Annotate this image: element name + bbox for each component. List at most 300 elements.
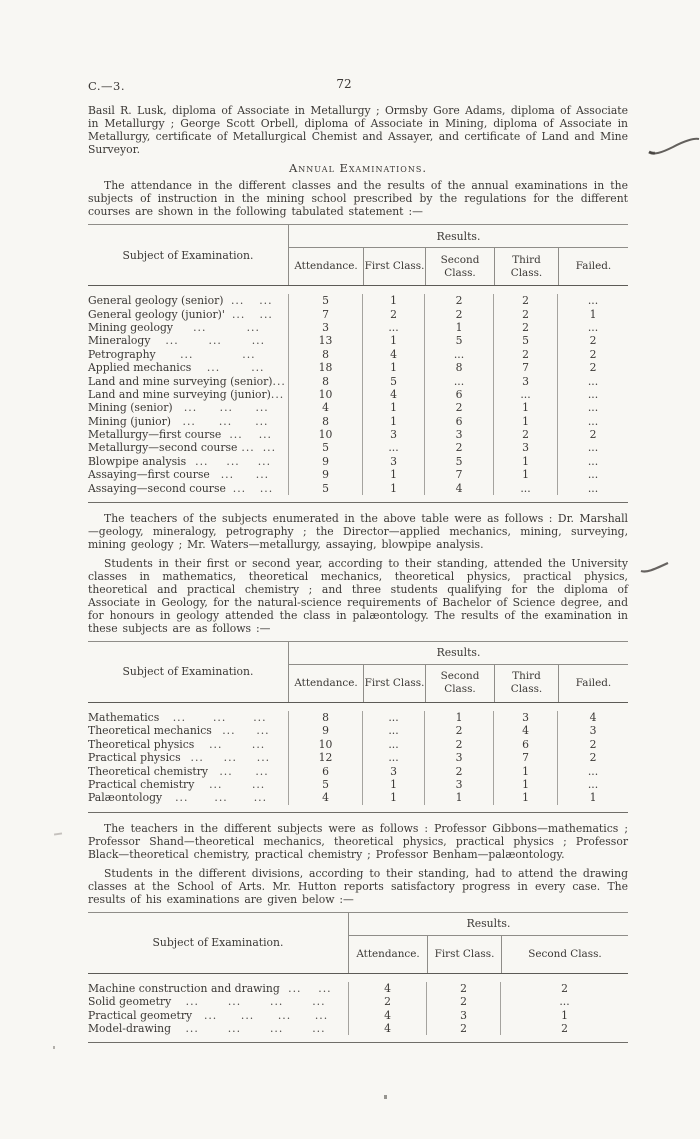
value-cell: 4 (362, 388, 424, 401)
margin-dash-mark (54, 832, 62, 835)
leader-dots: ... (246, 320, 260, 334)
value-cell: 2 (557, 361, 628, 374)
value-cell: 7 (288, 307, 362, 320)
value-cell: 2 (493, 307, 557, 320)
table-body (88, 286, 628, 502)
subject-label: Mineralogy (88, 334, 151, 348)
subject-cell (88, 1022, 348, 1035)
subject-label: Theoretical chemistry (88, 764, 208, 778)
subject-label: Land and mine surveying (junior) (88, 387, 271, 401)
value-cell: 4 (362, 348, 424, 361)
value-cell: 2 (557, 334, 628, 347)
subject-cell (88, 724, 288, 737)
subject-cell (88, 415, 288, 428)
leader-dots: ... (262, 441, 277, 455)
value-cell: ... (557, 764, 628, 777)
value-cell: 1 (493, 401, 557, 414)
table-header (88, 642, 628, 703)
table-row (88, 361, 628, 374)
column-header-first-class: First Class. (363, 665, 425, 702)
subject-cell (88, 361, 288, 374)
column-header-first-class: First Class. (427, 936, 501, 973)
subject-cell (88, 711, 288, 724)
leader-dots: ... (240, 1008, 255, 1022)
column-header-failed: Failed. (558, 665, 628, 702)
value-cell: 8 (288, 348, 362, 361)
value-cell: 4 (348, 1022, 426, 1035)
value-cell: ... (362, 321, 424, 334)
subject-label: Assaying—second course (88, 481, 226, 495)
table-row (88, 441, 628, 454)
table-row (88, 428, 628, 441)
value-cell: 5 (288, 441, 362, 454)
value-cell: ... (362, 724, 424, 737)
mining-school-results-table (88, 224, 628, 503)
paragraph-teachers-mining: The teachers of the subjects enumerated in the above table were as follows : Dr. Marshall—geology, mineralogy, petrography ; the Director—applied mechanics, mining, surveying, mining geology ; Mr. Waters—metallurgy, assaying, blowpipe analysis. (88, 511, 628, 551)
subject-cell (88, 468, 288, 481)
subject-cell (88, 995, 348, 1008)
value-cell: 2 (493, 294, 557, 307)
doc-reference: C.—3. (88, 79, 126, 93)
subject-label: Theoretical physics (88, 737, 195, 751)
leader-dots: ... (193, 320, 207, 334)
value-cell: 2 (426, 995, 500, 1008)
leader-dots: ... (208, 334, 222, 348)
table-row (88, 1008, 628, 1021)
column-group-results: Results. (349, 913, 628, 936)
value-cell: ... (557, 415, 628, 428)
value-cell: 1 (493, 455, 557, 468)
value-cell: ... (362, 441, 424, 454)
value-cell: 8 (288, 415, 362, 428)
subject-cell (88, 428, 288, 441)
leader-dots: ... (185, 1021, 199, 1035)
leader-dots: ... (222, 724, 236, 738)
value-cell: 1 (362, 468, 424, 481)
value-cell: 1 (493, 764, 557, 777)
value-cell: ... (424, 348, 493, 361)
column-header-second-class: Second Class. (501, 936, 628, 973)
results-header-group (288, 642, 628, 702)
value-cell: 1 (424, 711, 493, 724)
value-cell: 2 (424, 738, 493, 751)
table-body (88, 974, 628, 1043)
subject-cell (88, 334, 288, 347)
leader-dots: ... (314, 1008, 329, 1022)
column-header-attendance: Attendance. (294, 676, 358, 689)
subject-label: Practical geometry (88, 1008, 193, 1022)
drawing-results-table (88, 912, 628, 1044)
value-cell: 1 (500, 1008, 628, 1021)
table-row (88, 982, 628, 995)
column-header-subject: Subject of Examination. (122, 248, 254, 262)
column-header-attendance: Attendance. (294, 260, 358, 272)
leader-dots: ... (270, 387, 285, 401)
value-cell: 9 (288, 455, 362, 468)
leader-dots: ... (259, 307, 273, 321)
value-cell: 6 (424, 415, 493, 428)
subject-cell (88, 764, 288, 777)
leader-dots: ... (255, 764, 269, 778)
subject-cell (88, 982, 348, 995)
subject-label: Petrography (88, 347, 156, 361)
leader-dots: ... (172, 711, 186, 725)
subject-cell (88, 294, 288, 307)
value-cell: 1 (424, 321, 493, 334)
column-header-second-class: Second Class. (425, 248, 494, 285)
value-cell: 4 (493, 724, 557, 737)
value-cell: 2 (424, 441, 493, 454)
table-row (88, 415, 628, 428)
leader-dots: ... (182, 414, 196, 428)
university-results-table (88, 641, 628, 813)
paragraph-diplomas: Basil R. Lusk, diploma of Associate in Metallurgy ; Ormsby Gore Adams, diploma of Associate in Metallurgy ; George Scott Orbell, diploma of Associate in Mining, diploma of Associate in Metallurgy, certificate of Metallurgical Chemist and Assayer, and certificate of Land and Mine Surveyor. (88, 104, 628, 156)
value-cell: 2 (424, 307, 493, 320)
value-cell: 2 (348, 995, 426, 1008)
value-cell: 1 (424, 791, 493, 804)
table-row (88, 374, 628, 387)
leader-dots: ... (242, 347, 256, 361)
table-row (88, 468, 628, 481)
leader-dots: ... (255, 401, 269, 415)
table-row (88, 321, 628, 334)
value-cell: 6 (424, 388, 493, 401)
leader-dots: ... (206, 361, 221, 375)
value-cell: 5 (288, 778, 362, 791)
value-cell: 4 (424, 481, 493, 494)
value-cell: 1 (362, 294, 424, 307)
column-header-third-class: Third Class. (494, 248, 558, 285)
value-cell: 2 (557, 751, 628, 764)
leader-dots: ... (277, 1008, 292, 1022)
value-cell: 3 (362, 764, 424, 777)
value-cell: 3 (493, 441, 557, 454)
value-cell: 2 (493, 348, 557, 361)
subject-cell (88, 307, 288, 320)
leader-dots: ... (255, 414, 269, 428)
value-cell: 7 (493, 751, 557, 764)
sub-header-row (289, 665, 628, 702)
value-cell: 10 (288, 428, 362, 441)
leader-dots: ... (175, 791, 189, 805)
value-cell: 2 (424, 401, 493, 414)
table-row (88, 751, 628, 764)
column-group-results: Results. (289, 225, 628, 248)
value-cell: ... (557, 321, 628, 334)
section-heading-annual-examinations: Annual Examinations. (288, 161, 427, 175)
value-cell: 3 (424, 751, 493, 764)
value-cell: 4 (348, 1008, 426, 1021)
subject-cell (88, 1008, 348, 1021)
value-cell: 1 (557, 307, 628, 320)
value-cell: 2 (500, 982, 628, 995)
table-row (88, 307, 628, 320)
table-row (88, 791, 628, 804)
value-cell: 9 (288, 724, 362, 737)
subject-cell (88, 738, 288, 751)
value-cell: 8 (288, 374, 362, 387)
value-cell: 5 (362, 374, 424, 387)
value-cell: 4 (288, 401, 362, 414)
subject-cell (88, 401, 288, 414)
subject-label: Assaying—first course (88, 468, 210, 482)
subject-cell (88, 374, 288, 387)
value-cell: ... (493, 481, 557, 494)
value-cell: 2 (493, 321, 557, 334)
value-cell: 2 (424, 764, 493, 777)
subject-label: Palæontology (88, 791, 163, 805)
value-cell: 1 (493, 791, 557, 804)
results-header-group (348, 913, 628, 973)
value-cell: 3 (426, 1008, 500, 1021)
leader-dots: ... (259, 294, 273, 308)
table-row (88, 724, 628, 737)
leader-dots: ... (253, 791, 267, 805)
scan-speck (53, 1046, 55, 1049)
leader-dots: ... (183, 401, 198, 415)
value-cell: ... (557, 455, 628, 468)
value-cell: 1 (493, 415, 557, 428)
table-row (88, 401, 628, 414)
value-cell: 5 (288, 294, 362, 307)
subject-label: Mathematics (88, 711, 160, 725)
table-row (88, 348, 628, 361)
value-cell: 1 (362, 334, 424, 347)
column-header-third-class: Third Class. (494, 665, 558, 702)
subject-cell (88, 751, 288, 764)
subject-cell (88, 441, 288, 454)
column-header-subject: Subject of Examination. (152, 936, 284, 950)
value-cell: 1 (362, 481, 424, 494)
leader-dots: ... (251, 361, 265, 375)
paragraph-attendance-intro: The attendance in the different classes and the results of the annual examinations in the subjects of instruction in the mining school prescribed by the regulations for the different courses are shown in the following tabulated statement :— (88, 179, 628, 218)
value-cell: 1 (362, 778, 424, 791)
leader-dots: ... (253, 711, 267, 725)
value-cell: 4 (288, 791, 362, 804)
subject-label: Machine construction and drawing (88, 981, 280, 995)
leader-dots: ... (220, 468, 234, 482)
value-cell: 2 (557, 348, 628, 361)
value-cell: ... (362, 738, 424, 751)
table-row (88, 1022, 628, 1035)
subject-label: Model-drawing (88, 1021, 172, 1035)
value-cell: ... (557, 778, 628, 791)
column-header-second-class: Second Class. (425, 665, 494, 702)
column-header-first-class: First Class. (363, 248, 425, 285)
table-row (88, 764, 628, 777)
value-cell: 1 (493, 468, 557, 481)
leader-dots: ... (229, 428, 243, 442)
value-cell: 3 (362, 455, 424, 468)
subject-cell (88, 455, 288, 468)
value-cell: 2 (424, 294, 493, 307)
value-cell: 9 (288, 468, 362, 481)
value-cell: 8 (288, 711, 362, 724)
table-row (88, 481, 628, 494)
leader-dots: ... (218, 414, 233, 428)
table-header (88, 913, 628, 974)
column-header-attendance: Attendance. (356, 947, 420, 960)
value-cell: ... (424, 374, 493, 387)
value-cell: ... (557, 441, 628, 454)
leader-dots: ... (209, 778, 223, 791)
subject-cell (88, 388, 288, 401)
value-cell: 2 (493, 428, 557, 441)
value-cell: 4 (557, 711, 628, 724)
value-cell: ... (557, 401, 628, 414)
value-cell: 5 (424, 334, 493, 347)
subject-label: Applied mechanics (88, 361, 192, 375)
value-cell: 2 (557, 738, 628, 751)
table-row (88, 738, 628, 751)
subject-label: Solid geometry (88, 995, 172, 1009)
value-cell: 1 (493, 778, 557, 791)
leader-dots: ... (251, 334, 266, 348)
leader-dots: ... (258, 428, 272, 442)
value-cell: ... (557, 468, 628, 481)
subject-label: General geology (senior) (88, 294, 224, 308)
value-cell: 2 (426, 1022, 500, 1035)
table-header (88, 225, 628, 286)
paragraph-university-classes: Students in their first or second year, according to their standing, attended the University classes in mathematics, theoretical mechanics, theoretical physics, practical physics, theoretical and practical chemistry ; and three students qualifying for the diploma of Associate in Geology, for the natural-science requirements of Bachelor of Science degree, and for honours in geology attended the class in palæontology. The results of the examination in these subjects are as follows :— (88, 556, 628, 635)
value-cell: 2 (424, 724, 493, 737)
value-cell: 3 (424, 428, 493, 441)
subject-label: Theoretical mechanics (88, 724, 212, 738)
value-cell: ... (362, 751, 424, 764)
value-cell: ... (493, 388, 557, 401)
leader-dots: ... (312, 995, 326, 1009)
page-number: 72 (336, 77, 352, 91)
value-cell: 4 (348, 982, 426, 995)
value-cell: 1 (362, 791, 424, 804)
value-cell: 8 (424, 361, 493, 374)
value-cell: ... (557, 294, 628, 307)
leader-dots: ... (257, 454, 271, 468)
leader-dots: ... (226, 454, 240, 468)
leader-dots: ... (190, 751, 204, 765)
value-cell: 10 (288, 388, 362, 401)
value-cell: ... (557, 388, 628, 401)
leader-dots: ... (232, 481, 247, 495)
subject-label: Metallurgy—second course (88, 441, 238, 455)
pen-mark-right-margin-top (648, 134, 700, 160)
table-row (88, 778, 628, 791)
column-header-subject: Subject of Examination. (122, 665, 254, 679)
column-group-results: Results. (289, 642, 628, 665)
leader-dots: ... (255, 468, 270, 482)
subject-label: Blowpipe analysis (88, 454, 187, 468)
value-cell: 3 (557, 724, 628, 737)
table-row (88, 995, 628, 1008)
leader-dots: ... (256, 724, 270, 738)
subject-label: Mining (junior) (88, 414, 172, 428)
value-cell: 5 (493, 334, 557, 347)
subject-label: Metallurgy—first course (88, 428, 222, 442)
value-cell: 3 (493, 711, 557, 724)
value-cell: 3 (288, 321, 362, 334)
value-cell: 12 (288, 751, 362, 764)
leader-dots: ... (219, 401, 233, 415)
subject-label: Mining (senior) (88, 401, 173, 415)
column-header-failed: Failed. (558, 248, 628, 285)
value-cell: 3 (362, 428, 424, 441)
subject-label: Practical physics (88, 751, 181, 765)
value-cell: 5 (424, 455, 493, 468)
value-cell: ... (362, 711, 424, 724)
table-row (88, 294, 628, 307)
value-cell: 2 (362, 307, 424, 320)
subject-label: Land and mine surveying (senior) (88, 374, 273, 388)
leader-dots: ... (212, 711, 227, 725)
value-cell: 18 (288, 361, 362, 374)
leader-dots: ... (230, 294, 245, 308)
table-row (88, 334, 628, 347)
leader-dots: ... (270, 995, 284, 1009)
leader-dots: ... (223, 751, 237, 765)
leader-dots: ... (312, 1021, 326, 1035)
leader-dots: ... (209, 737, 223, 751)
paragraph-teachers-university: The teachers in the different subjects were as follows : Professor Gibbons—mathematics ; Professor Shand—theoretical mechanics, theoretical physics, practical physics ; Professor Black—theoretical chemistry, practical chemistry ; Professor Benham—palæontology. (88, 821, 628, 861)
table-row (88, 455, 628, 468)
leader-dots: ... (227, 995, 242, 1009)
subject-cell (88, 481, 288, 494)
leader-dots: ... (165, 334, 179, 348)
leader-dots: ... (227, 1021, 242, 1035)
value-cell: ... (557, 374, 628, 387)
value-cell: 5 (288, 481, 362, 494)
leader-dots: ... (231, 307, 246, 321)
table-body (88, 703, 628, 812)
value-cell: 7 (424, 468, 493, 481)
value-cell: 6 (288, 764, 362, 777)
table-row (88, 388, 628, 401)
value-cell: 10 (288, 738, 362, 751)
leader-dots: ... (185, 995, 199, 1009)
value-cell: ... (557, 481, 628, 494)
value-cell: 2 (557, 428, 628, 441)
sub-header-row (349, 936, 628, 973)
value-cell: 3 (424, 778, 493, 791)
leader-dots: ... (251, 778, 266, 791)
leader-dots: ... (259, 481, 274, 495)
subject-label: Mining geology (88, 320, 173, 334)
results-header-group (288, 225, 628, 285)
subject-cell (88, 321, 288, 334)
leader-dots: ... (288, 981, 302, 995)
scan-speck (384, 1095, 387, 1099)
value-cell: 6 (493, 738, 557, 751)
value-cell: 2 (500, 1022, 628, 1035)
subject-label: General geology (junior)' (88, 307, 225, 321)
subject-cell (88, 791, 288, 804)
value-cell: 1 (557, 791, 628, 804)
pen-mark-right-margin-middle (640, 560, 670, 576)
value-cell: 1 (362, 401, 424, 414)
leader-dots: ... (180, 347, 194, 361)
sub-header-row (289, 248, 628, 285)
value-cell: 1 (362, 415, 424, 428)
table-row (88, 711, 628, 724)
leader-dots: ... (219, 764, 233, 778)
value-cell: 2 (426, 982, 500, 995)
leader-dots: ... (270, 1021, 284, 1035)
subject-label: Practical chemistry (88, 778, 195, 791)
subject-cell (88, 348, 288, 361)
leader-dots: ... (272, 374, 286, 388)
paragraph-drawing-classes: Students in the different divisions, according to their standing, had to attend the drawing classes at the School of Arts. Mr. Hutton reports satisfactory progress in every case. The results of his examinations are given below :— (88, 866, 628, 906)
leader-dots: ... (195, 454, 209, 468)
leader-dots: ... (318, 981, 332, 995)
